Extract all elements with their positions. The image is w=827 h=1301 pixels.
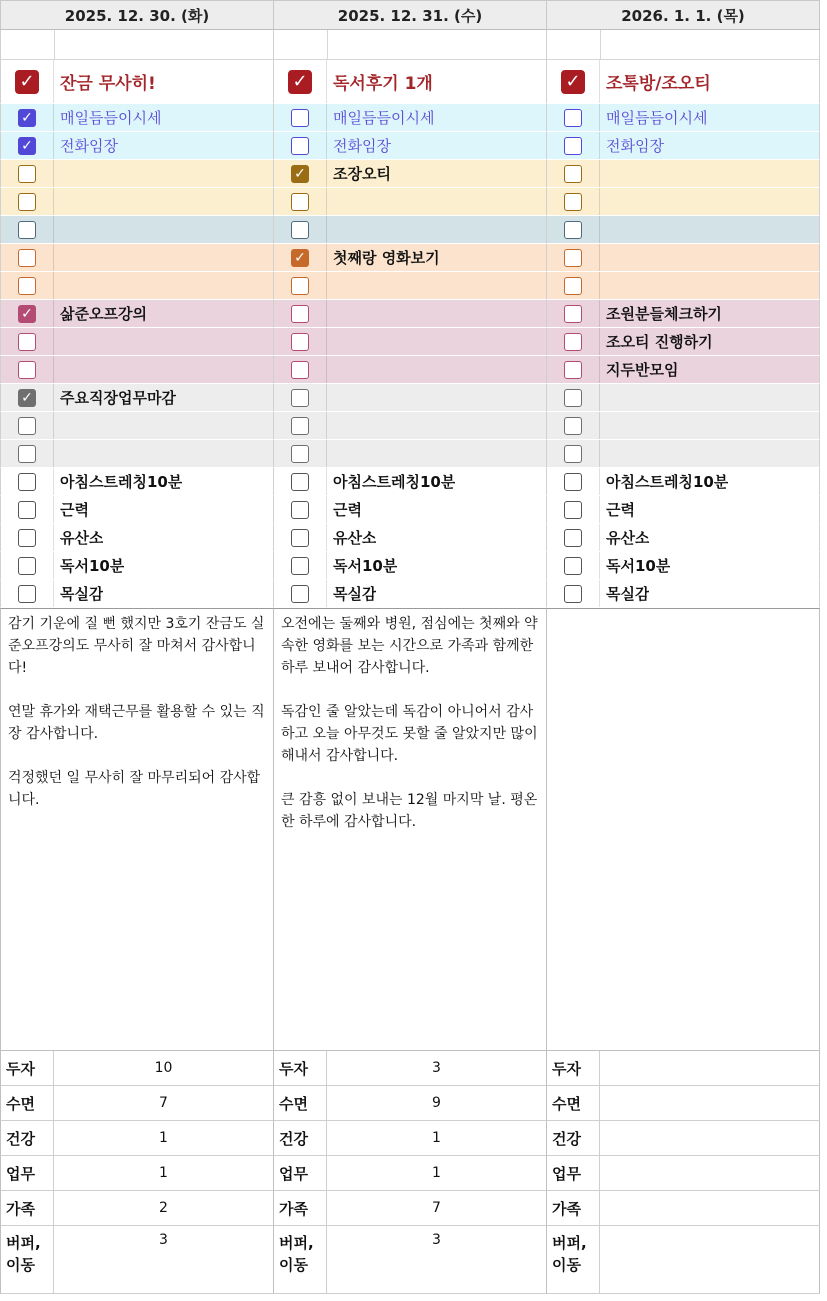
score-value[interactable] — [600, 1086, 819, 1120]
unchecked-checkbox[interactable] — [564, 445, 582, 463]
score-label: 수면 — [547, 1086, 600, 1120]
unchecked-checkbox[interactable] — [18, 473, 36, 491]
task-row — [0, 300, 274, 328]
unchecked-checkbox[interactable] — [18, 445, 36, 463]
unchecked-checkbox[interactable] — [564, 249, 582, 267]
score-label: 두자 — [1, 1051, 54, 1085]
task-row — [273, 300, 547, 328]
score-label: 건강 — [1, 1121, 54, 1155]
task-row — [0, 188, 274, 216]
unchecked-checkbox[interactable] — [564, 165, 582, 183]
task-row — [273, 328, 547, 356]
score-label: 가족 — [1, 1191, 54, 1225]
unchecked-checkbox[interactable] — [291, 305, 309, 323]
unchecked-checkbox[interactable] — [291, 557, 309, 575]
blank-row[interactable] — [546, 30, 820, 60]
unchecked-checkbox[interactable] — [564, 529, 582, 547]
unchecked-checkbox[interactable] — [18, 361, 36, 379]
score-row — [546, 1086, 820, 1121]
score-value[interactable] — [600, 1051, 819, 1085]
score-row — [546, 1121, 820, 1156]
unchecked-checkbox[interactable] — [564, 389, 582, 407]
gratitude-note[interactable]: 오전에는 둘째와 병원, 점심에는 첫째와 약속한 영화를 보는 시간으로 가족과 함께한 하루 보내어 감사합니다. 독감인 줄 알았는데 독감이 아니어서 감사하고 오늘 아무것도 못할 줄 알았지만 많이 해내서 감사합니다. 큰 감흥 없이 보내는 12월 마지막 날. 평온한 하루에 감사합니다. — [273, 608, 547, 1051]
task-row — [273, 188, 547, 216]
unchecked-checkbox[interactable] — [18, 529, 36, 547]
score-label: 가족 — [274, 1191, 327, 1225]
task-row — [546, 300, 820, 328]
checked-checkbox[interactable]: ✓ — [18, 109, 36, 127]
unchecked-checkbox[interactable] — [291, 193, 309, 211]
score-row — [0, 1121, 274, 1156]
unchecked-checkbox[interactable] — [291, 221, 309, 239]
score-value[interactable]: 7 — [432, 1200, 441, 1216]
task-label[interactable]: 독서10분 — [333, 557, 398, 575]
checked-checkbox[interactable]: ✓ — [18, 305, 36, 323]
task-row — [546, 60, 820, 104]
day-column — [0, 0, 274, 1294]
unchecked-checkbox[interactable] — [18, 585, 36, 603]
score-value[interactable]: 1 — [159, 1130, 168, 1146]
unchecked-checkbox[interactable] — [18, 165, 36, 183]
score-label: 업무 — [274, 1156, 327, 1190]
score-value[interactable] — [600, 1121, 819, 1155]
day-date-header: 2025. 12. 30. (화) — [0, 0, 274, 30]
blank-row[interactable] — [0, 30, 274, 60]
task-row — [0, 244, 274, 272]
score-label: 버퍼, 이동 — [274, 1226, 327, 1293]
task-label[interactable]: 매일듬듬이시세 — [606, 109, 708, 127]
score-row — [273, 1086, 547, 1121]
score-value[interactable]: 9 — [432, 1095, 441, 1111]
unchecked-checkbox[interactable] — [564, 193, 582, 211]
task-row — [0, 496, 274, 524]
task-label[interactable]: 독서10분 — [60, 557, 125, 575]
score-row — [0, 1086, 274, 1121]
unchecked-checkbox[interactable] — [18, 557, 36, 575]
task-label[interactable]: 첫째랑 영화보기 — [333, 249, 440, 267]
unchecked-checkbox[interactable] — [564, 361, 582, 379]
score-row — [546, 1226, 820, 1294]
task-row — [546, 160, 820, 188]
score-row — [0, 1051, 274, 1086]
task-label[interactable]: 유산소 — [60, 529, 104, 547]
score-row — [546, 1051, 820, 1086]
task-label[interactable]: 유산소 — [606, 529, 650, 547]
score-value[interactable]: 7 — [159, 1095, 168, 1111]
unchecked-checkbox[interactable] — [18, 249, 36, 267]
unchecked-checkbox[interactable] — [291, 445, 309, 463]
task-row — [273, 440, 547, 468]
score-row — [273, 1191, 547, 1226]
task-row — [273, 216, 547, 244]
task-label[interactable]: 독서후기 1개 — [333, 74, 433, 94]
task-row — [0, 328, 274, 356]
task-row — [546, 132, 820, 160]
score-label: 업무 — [547, 1156, 600, 1190]
task-row — [0, 440, 274, 468]
task-label[interactable]: 주요직장업무마감 — [60, 389, 176, 407]
score-value[interactable] — [600, 1191, 819, 1225]
score-value[interactable] — [600, 1226, 819, 1293]
score-value[interactable]: 3 — [432, 1060, 441, 1076]
task-row — [0, 468, 274, 496]
gratitude-note[interactable]: 감기 기운에 질 뻔 했지만 3호기 잔금도 실준오프강의도 무사히 잘 마쳐서 감사합니다! 연말 휴가와 재택근무를 활용할 수 있는 직장 감사합니다. 걱정했던 일 무사히 잘 마무리되어 감사합니다. — [0, 608, 274, 1051]
task-row — [273, 160, 547, 188]
checked-checkbox[interactable]: ✓ — [291, 249, 309, 267]
task-row — [0, 216, 274, 244]
task-row — [0, 160, 274, 188]
unchecked-checkbox[interactable] — [291, 277, 309, 295]
checked-checkbox[interactable]: ✓ — [18, 389, 36, 407]
unchecked-checkbox[interactable] — [291, 501, 309, 519]
task-row — [546, 104, 820, 132]
unchecked-checkbox[interactable] — [564, 557, 582, 575]
checked-checkbox[interactable]: ✓ — [18, 137, 36, 155]
score-value[interactable]: 1 — [432, 1165, 441, 1181]
unchecked-checkbox[interactable] — [564, 277, 582, 295]
score-value[interactable]: 2 — [159, 1200, 168, 1216]
day-column — [546, 0, 820, 1294]
unchecked-checkbox[interactable] — [291, 585, 309, 603]
score-row — [273, 1226, 547, 1294]
task-row — [0, 356, 274, 384]
task-row — [546, 468, 820, 496]
unchecked-checkbox[interactable] — [564, 585, 582, 603]
score-value[interactable] — [600, 1156, 819, 1190]
task-label[interactable]: 아침스트레칭10분 — [333, 473, 456, 491]
score-row — [273, 1051, 547, 1086]
task-label[interactable]: 잔금 무사히! — [60, 74, 156, 94]
task-label[interactable]: 지두반모임 — [606, 361, 679, 379]
score-label: 수면 — [274, 1086, 327, 1120]
task-label[interactable]: 조장오티 — [333, 165, 391, 183]
unchecked-checkbox[interactable] — [291, 417, 309, 435]
task-label[interactable]: 유산소 — [333, 529, 377, 547]
task-row — [546, 440, 820, 468]
task-label[interactable]: 목실감 — [606, 585, 650, 603]
blank-row[interactable] — [273, 30, 547, 60]
task-row — [273, 244, 547, 272]
unchecked-checkbox[interactable] — [291, 361, 309, 379]
task-label[interactable]: 독서10분 — [606, 557, 671, 575]
unchecked-checkbox[interactable] — [18, 417, 36, 435]
score-label: 건강 — [547, 1121, 600, 1155]
task-label[interactable]: 전화임장 — [60, 137, 118, 155]
task-label[interactable]: 근력 — [333, 501, 362, 519]
task-label[interactable]: 근력 — [606, 501, 635, 519]
task-row — [273, 468, 547, 496]
score-label: 두자 — [547, 1051, 600, 1085]
task-row — [546, 356, 820, 384]
task-row — [0, 412, 274, 440]
task-row — [546, 328, 820, 356]
task-row — [0, 580, 274, 608]
task-row — [546, 188, 820, 216]
checked-checkbox[interactable]: ✓ — [15, 70, 39, 94]
task-row — [0, 60, 274, 104]
task-row — [546, 244, 820, 272]
day-column — [273, 0, 547, 1294]
checked-checkbox[interactable]: ✓ — [561, 70, 585, 94]
score-row — [0, 1156, 274, 1191]
gratitude-note[interactable] — [546, 608, 820, 1051]
score-row — [546, 1156, 820, 1191]
unchecked-checkbox[interactable] — [564, 137, 582, 155]
task-row — [273, 552, 547, 580]
task-row — [0, 384, 274, 412]
score-row — [273, 1156, 547, 1191]
task-label[interactable]: 전화임장 — [606, 137, 664, 155]
unchecked-checkbox[interactable] — [564, 333, 582, 351]
unchecked-checkbox[interactable] — [18, 333, 36, 351]
unchecked-checkbox[interactable] — [18, 277, 36, 295]
task-label[interactable]: 아침스트레칭10분 — [60, 473, 183, 491]
score-value[interactable]: 1 — [159, 1165, 168, 1181]
unchecked-checkbox[interactable] — [564, 417, 582, 435]
task-row — [546, 524, 820, 552]
score-label: 수면 — [1, 1086, 54, 1120]
checked-checkbox[interactable]: ✓ — [288, 70, 312, 94]
score-row — [273, 1121, 547, 1156]
task-row — [546, 412, 820, 440]
score-label: 버퍼, 이동 — [1, 1226, 54, 1293]
checked-checkbox[interactable]: ✓ — [291, 165, 309, 183]
score-label: 버퍼, 이동 — [547, 1226, 600, 1293]
unchecked-checkbox[interactable] — [291, 109, 309, 127]
score-value[interactable]: 1 — [432, 1130, 441, 1146]
score-label: 가족 — [547, 1191, 600, 1225]
unchecked-checkbox[interactable] — [564, 473, 582, 491]
task-label[interactable]: 조원분들체크하기 — [606, 305, 722, 323]
unchecked-checkbox[interactable] — [291, 473, 309, 491]
task-label[interactable]: 목실감 — [333, 585, 377, 603]
task-row — [273, 132, 547, 160]
task-row — [546, 384, 820, 412]
task-label[interactable]: 목실감 — [60, 585, 104, 603]
task-row — [546, 496, 820, 524]
score-value[interactable]: 3 — [159, 1232, 168, 1248]
unchecked-checkbox[interactable] — [564, 221, 582, 239]
day-date-header: 2025. 12. 31. (수) — [273, 0, 547, 30]
unchecked-checkbox[interactable] — [564, 305, 582, 323]
unchecked-checkbox[interactable] — [564, 109, 582, 127]
task-row — [273, 384, 547, 412]
score-value[interactable]: 10 — [154, 1060, 173, 1076]
task-label[interactable]: 아침스트레칭10분 — [606, 473, 729, 491]
task-row — [273, 356, 547, 384]
score-label: 건강 — [274, 1121, 327, 1155]
score-value[interactable]: 3 — [432, 1232, 441, 1248]
unchecked-checkbox[interactable] — [291, 389, 309, 407]
task-row — [273, 272, 547, 300]
score-label: 업무 — [1, 1156, 54, 1190]
task-row — [273, 524, 547, 552]
task-label[interactable]: 매일듬듬이시세 — [60, 109, 162, 127]
unchecked-checkbox[interactable] — [291, 137, 309, 155]
score-row — [546, 1191, 820, 1226]
task-row — [546, 216, 820, 244]
task-label[interactable]: 전화임장 — [333, 137, 391, 155]
task-row — [546, 272, 820, 300]
task-row — [273, 60, 547, 104]
score-row — [0, 1226, 274, 1294]
day-date-header: 2026. 1. 1. (목) — [546, 0, 820, 30]
unchecked-checkbox[interactable] — [291, 333, 309, 351]
task-row — [273, 412, 547, 440]
score-label: 두자 — [274, 1051, 327, 1085]
task-label[interactable]: 조오티 진행하기 — [606, 333, 713, 351]
task-row — [0, 104, 274, 132]
task-row — [273, 496, 547, 524]
task-label[interactable]: 조톡방/조오티 — [606, 74, 711, 94]
score-row — [0, 1191, 274, 1226]
task-label[interactable]: 근력 — [60, 501, 89, 519]
task-row — [546, 580, 820, 608]
task-row — [0, 552, 274, 580]
unchecked-checkbox[interactable] — [18, 221, 36, 239]
unchecked-checkbox[interactable] — [291, 529, 309, 547]
task-row — [273, 104, 547, 132]
unchecked-checkbox[interactable] — [18, 193, 36, 211]
task-row — [273, 580, 547, 608]
task-row — [546, 552, 820, 580]
task-row — [0, 132, 274, 160]
task-row — [0, 272, 274, 300]
unchecked-checkbox[interactable] — [564, 501, 582, 519]
task-label[interactable]: 매일듬듬이시세 — [333, 109, 435, 127]
task-label[interactable]: 삶준오프강의 — [60, 305, 147, 323]
task-row — [0, 524, 274, 552]
unchecked-checkbox[interactable] — [18, 501, 36, 519]
